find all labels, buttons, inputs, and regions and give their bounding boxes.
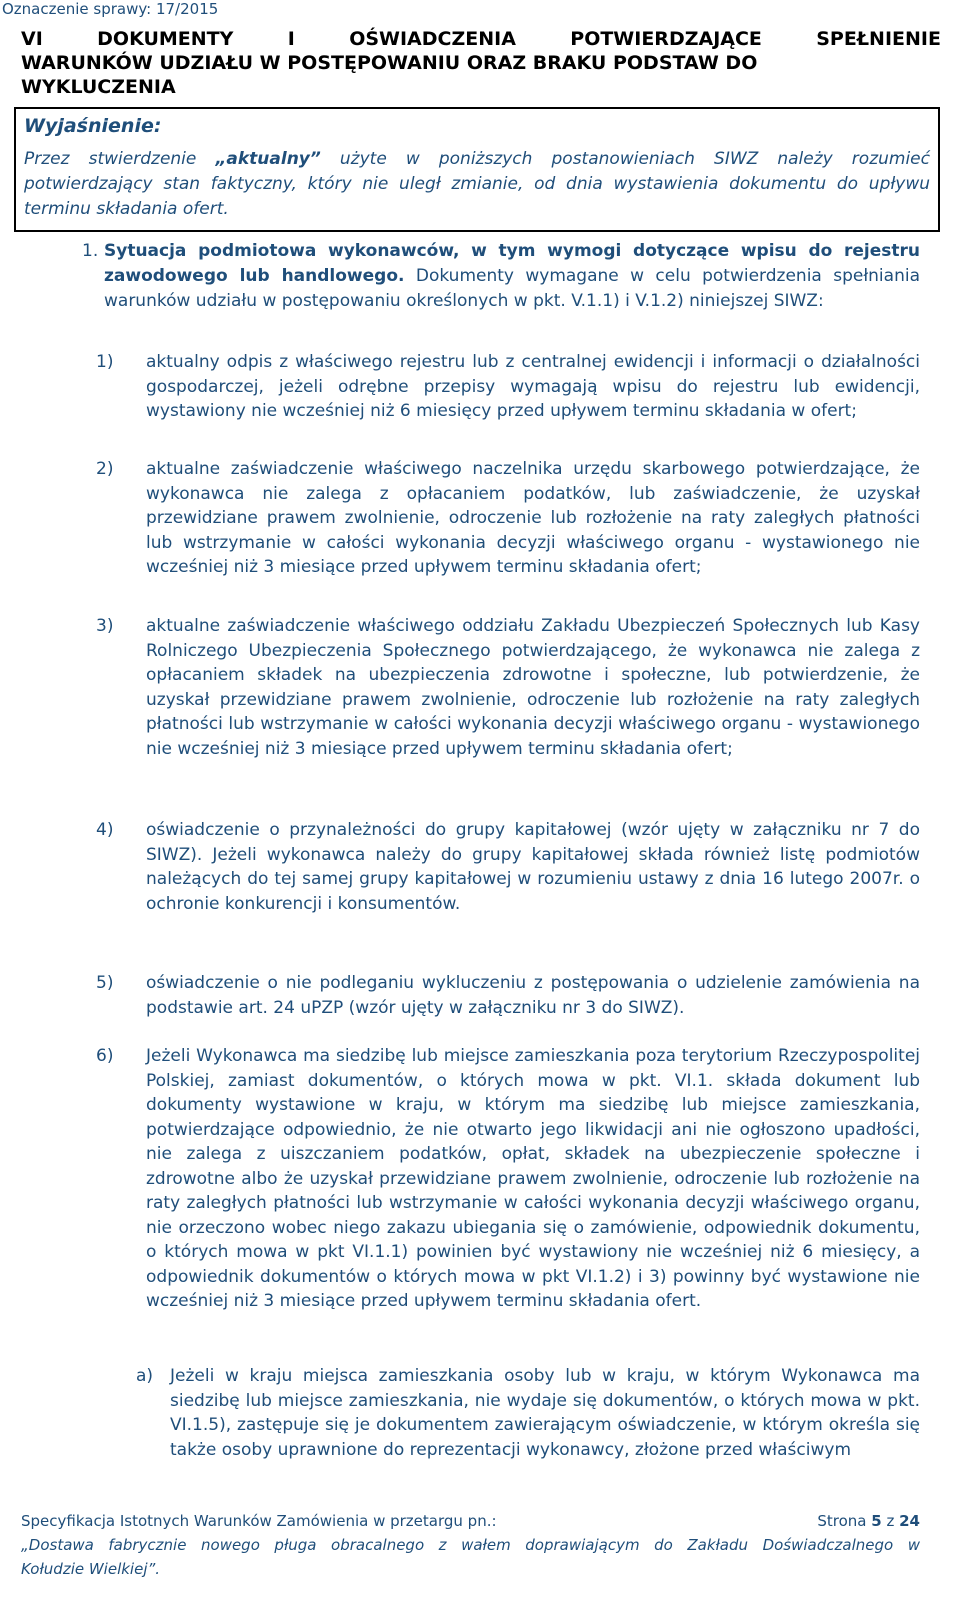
item-text: aktualny odpis z właściwego rejestru lub z centralnej ewidencji i informacji o działalności gospodarczej, jeżeli odrębne przepisy wymagają wpisu do rejestru lub ewidencji, wystawiony nie wcześniej niż 6 miesięcy przed upływem terminu składania w ofert; [146,352,920,421]
list-item-6 [96,1044,920,1314]
title-word: SPEŁNIENIE [816,28,941,50]
item-text: oświadczenie o nie podleganiu wykluczeniu z postępowania o udzielenie zamówienia na podstawie art. 24 uPZP (wzór ujęty w załączniku nr 3 do SIWZ). [146,973,920,1018]
title-word: VI [21,28,43,50]
page-current: 5 [871,1512,882,1530]
title-word: OŚWIADCZENIA [349,28,516,50]
item-text: oświadczenie o przynależności do grupy kapitałowej (wzór ujęty w załączniku nr 7 do SIWZ). Jeżeli wykonawca należy do grupy kapitałowej składa również listę podmiotów należących do tej samej grupy kapitałowej w rozumieniu ustawy z dnia 16 lutego 2007r. o ochronie konkurencji i konsumentów. [146,820,920,914]
footer-spec-title: Specyfikacja Istotnych Warunków Zamówienia w przetargu pn.: [21,1512,497,1530]
item-number: 1) [96,352,114,372]
page-indicator [817,1509,920,1533]
explanation-emphasis: „aktualny” [215,149,321,169]
explanation-text [24,147,930,222]
footer-contract-name: „Dostawa fabrycznie nowego pługa obracalnego z wałem doprawiającym do Zakładu Doświadczalnego w [21,1536,920,1554]
document-reference: Oznaczenie sprawy: 17/2015 [2,0,219,18]
title-word: DOKUMENTY [97,28,234,50]
page-footer [21,1509,920,1581]
list-item-3 [96,614,920,761]
footer-contract-name-cont: Kołudzie Wielkiej”. [21,1560,161,1578]
explanation-box [14,107,940,232]
item-text: Jeżeli Wykonawca ma siedzibę lub miejsce zamieszkania poza terytorium Rzeczypospolitej Polskiej, zamiast dokumentów, o których mowa w pkt. VI.1. składa dokument lub dokumenty wystawione w kraju, w którym ma siedzibę lub miejsce zamieszkania, potwierdzające odpowiednio, że nie otwarto jego likwidacji ani nie ogłoszono upadłości, nie zalega z uiszczaniem podatków, opłat, składek na ubezpieczenie społeczne i zdrowotne albo że uzyskał przewidziane prawem zwolnienie, odroczenie lub rozłożenie na raty zaległych płatności lub wstrzymanie w całości wykonania decyzji właściwego organu, nie orzeczono wobec niego zakazu ubiegania się o zamówienie, odpowiednik dokumentu, o których mowa w pkt VI.1.1) powinien być wystawiony nie wcześniej niż 6 miesięcy, a odpowiednik dokumentów o których mowa w pkt VI.1.2) i 3) powinny być wystawione nie wcześniej niż 3 miesiące przed upływem terminu składania ofert. [146,1046,920,1311]
section-title [21,27,941,99]
explanation-label: Wyjaśnienie: [24,115,162,137]
page-sep: z [881,1512,900,1530]
title-line-3: WYKLUCZENIA [21,76,176,98]
item-text: aktualne zaświadczenie właściwego oddziału Zakładu Ubezpieczeń Społecznych lub Kasy Rolniczego Ubezpieczenia Społecznego potwierdzającego, że wykonawca nie zalega z opłacaniem składek na ubezpieczenia zdrowotne i społeczne, lub potwierdzenie, że uzyskał przewidziane prawem zwolnienie, odroczenie lub rozłożenie na raty zaległych płatności lub wstrzymanie w całości wykonania decyzji właściwego organu - wystawionego nie wcześniej niż 3 miesiące przed upływem terminu składania ofert; [146,616,920,759]
sub-item-a [136,1364,920,1462]
item-number: 2) [96,459,114,479]
section-1 [82,239,920,314]
page-total: 24 [899,1512,920,1530]
item-number: 5) [96,973,114,993]
explanation-text-c: użyte w poniższych postanowieniach SIWZ należy rozumieć potwierdzający stan faktyczny, który nie uległ zmianie, od dnia wystawienia dokumentu do upływu terminu składania ofert. [24,149,930,219]
item-number: 3) [96,616,114,636]
item-number: 6) [96,1046,114,1066]
section-number: 1. [82,241,99,261]
item-number: 4) [96,820,114,840]
page-prefix: Strona [817,1512,872,1530]
section-intro: Dokumenty wymagane w celu potwierdzenia spełniania warunków udziału w postępowaniu określonych w pkt. V.1.1) i V.1.2) niniejszej SIWZ: [104,266,920,311]
list-item-2 [96,457,920,580]
sub-item-number: a) [136,1366,154,1386]
explanation-text-a: Przez stwierdzenie [24,149,216,169]
list-item-5 [96,971,920,1020]
list-item-1 [96,350,920,424]
title-line-2: WARUNKÓW UDZIAŁU W POSTĘPOWANIU ORAZ BRAKU PODSTAW DO [21,52,758,74]
title-word: I [287,28,295,50]
list-item-4 [96,818,920,916]
section-heading: Sytuacja podmiotowa wykonawców, w tym wymogi dotyczące wpisu do rejestru zawodowego lub handlowego. [104,241,920,286]
sub-item-text: Jeżeli w kraju miejsca zamieszkania osoby lub w kraju, w którym Wykonawca ma siedzibę lub miejsce zamieszkania, nie wydaje się dokumentów, o których mowa w pkt. VI.1.5), zastępuje się je dokumentem zawierającym oświadczenie, w którym określa się także osoby uprawnione do reprezentacji wykonawcy, złożone przed właściwym [170,1366,920,1460]
title-word: POTWIERDZAJĄCE [570,28,762,50]
title-line-1 [21,27,941,51]
item-text: aktualne zaświadczenie właściwego naczelnika urzędu skarbowego potwierdzające, że wykonawca nie zalega z opłacaniem podatków, lub zaświadczenie, że uzyskał przewidziane prawem zwolnienie, odroczenie lub rozłożenie na raty zaległych płatności lub wstrzymanie w całości wykonania decyzji właściwego organu - wystawionego nie wcześniej niż 3 miesiące przed upływem terminu składania ofert; [146,459,920,577]
